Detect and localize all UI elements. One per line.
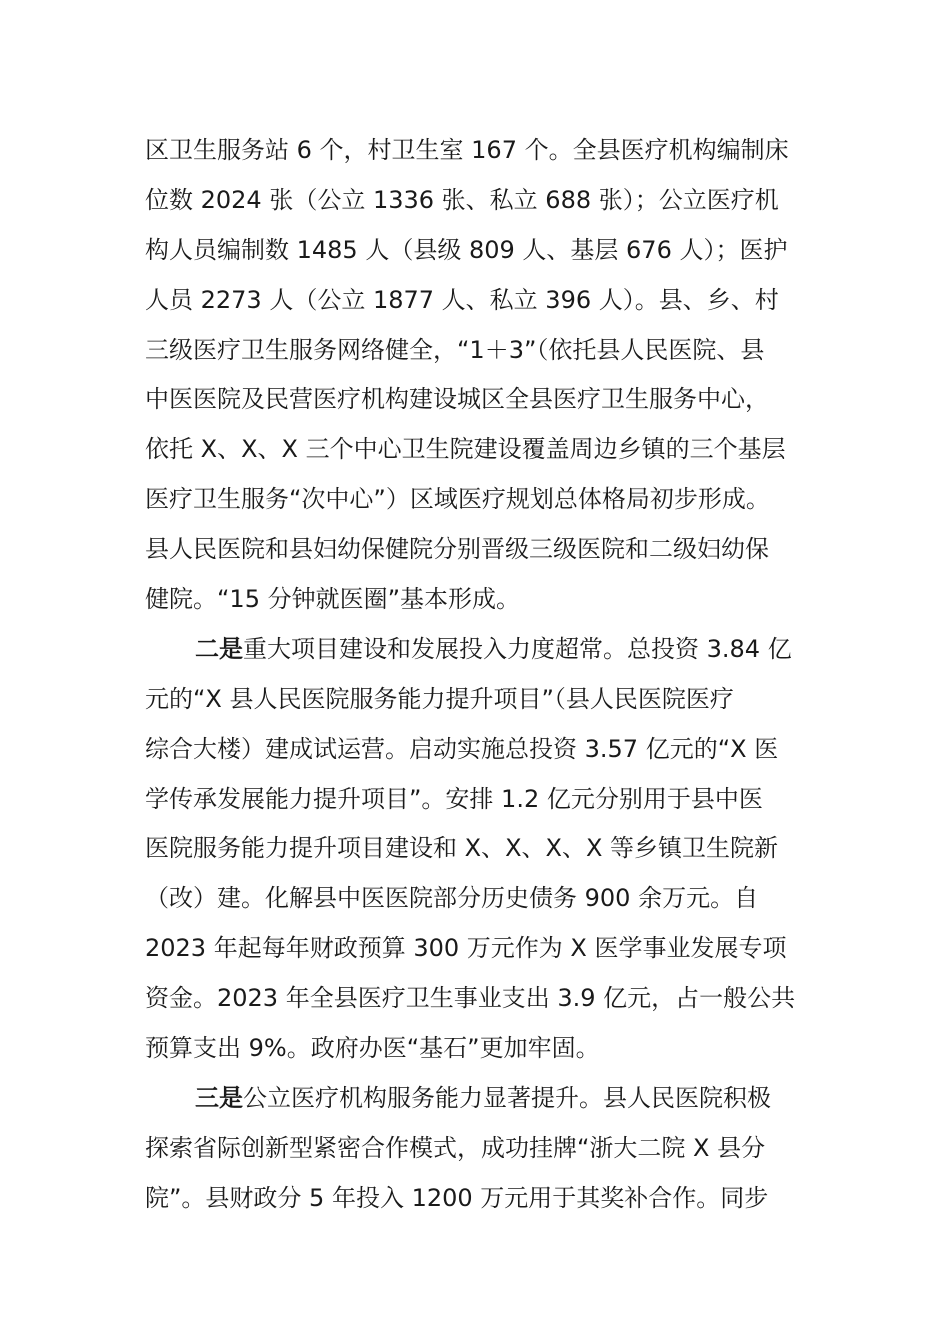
text-line: 医院服务能力提升项目建设和 X、X、X、X 等乡镇卫生院新 (145, 834, 779, 863)
paragraph-healthcare-network (145, 126, 810, 625)
text-line: 三级医疗卫生服务网络健全，“1＋3”（依托县人民医院、县 (145, 335, 765, 364)
text-line: 医疗卫生服务“次中心”）区域医疗规划总体格局初步形成。 (145, 485, 770, 514)
paragraph-lead: 二是 (195, 634, 243, 663)
paragraph-first-line-text: 公立医疗机构服务能力显著提升。县人民医院积极 (243, 1083, 771, 1112)
text-line: （改）建。化解县中医医院部分历史债务 900 余万元。自 (145, 884, 759, 913)
paragraph-lead: 三是 (195, 1083, 243, 1112)
text-line: 健院。“15 分钟就医圈”基本形成。 (145, 585, 521, 614)
text-line: 2023 年起每年财政预算 300 万元作为 X 医学事业发展专项 (145, 934, 787, 963)
text-line: 构人员编制数 1485 人（县级 809 人、基层 676 人）；医护 (145, 235, 788, 264)
text-line: 预算支出 9%。政府办医“基石”更加牢固。 (145, 1034, 600, 1063)
paragraph-first-line-text: 重大项目建设和发展投入力度超常。总投资 3.84 亿 (243, 634, 792, 663)
paragraph-service-capacity (145, 1074, 810, 1224)
text-line: 综合大楼）建成试运营。启动实施总投资 3.57 亿元的“X 医 (145, 734, 779, 763)
text-line: 院”。县财政分 5 年投入 1200 万元用于其奖补合作。同步 (145, 1183, 769, 1212)
text-line: 学传承发展能力提升项目”。安排 1.2 亿元分别用于县中医 (145, 784, 763, 813)
text-line-first (145, 1074, 810, 1124)
text-line: 区卫生服务站 6 个，村卫生室 167 个。全县医疗机构编制床 (145, 136, 789, 164)
text-line: 人员 2273 人（公立 1877 人、私立 396 人）。县、乡、村 (145, 285, 779, 314)
text-line: 元的“X 县人民医院服务能力提升项目”（县人民医院医疗 (145, 684, 734, 713)
document-body (145, 126, 810, 1224)
text-line: 位数 2024 张（公立 1336 张、私立 688 张）；公立医疗机 (145, 185, 779, 214)
text-line: 县人民医院和县妇幼保健院分别晋级三级医院和二级妇幼保 (145, 535, 769, 564)
text-line: 资金。2023 年全县医疗卫生事业支出 3.9 亿元，占一般公共 (145, 984, 796, 1013)
text-line: 探索省际创新型紧密合作模式，成功挂牌“浙大二院 X 县分 (145, 1133, 766, 1162)
text-line: 中医医院及民营医疗机构建设城区全县医疗卫生服务中心， (145, 385, 769, 414)
paragraph-major-projects (145, 625, 810, 1074)
text-line-first (145, 625, 810, 675)
text-line: 依托 X、X、X 三个中心卫生院建设覆盖周边乡镇的三个基层 (145, 435, 786, 464)
